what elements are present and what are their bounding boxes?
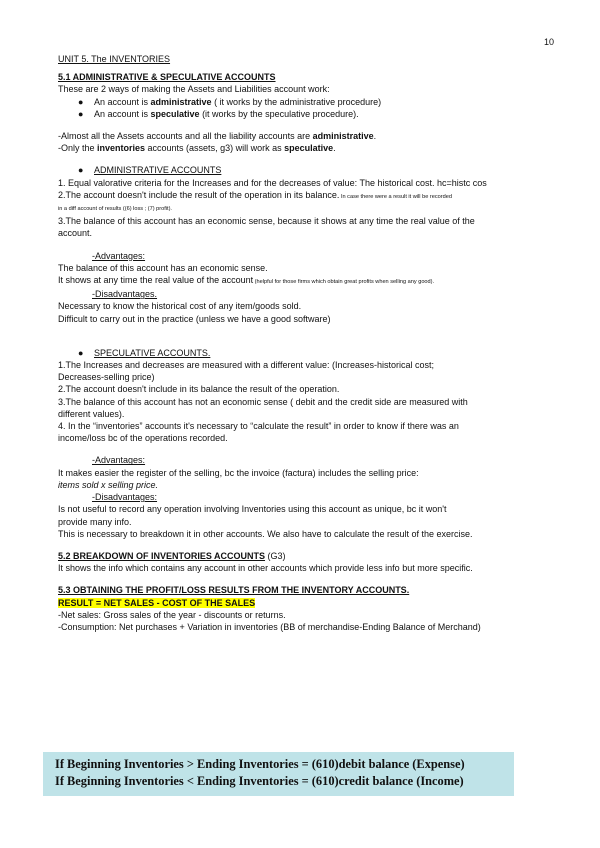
- inventory-rule-box: [43, 752, 514, 796]
- page-content: [58, 53, 558, 633]
- admin-point-3a: 3.The balance of this account has an economic sense, because it shows at any time the real value of the: [58, 216, 475, 227]
- spec-disadvantage-1a: Is not useful to record any operation involving Inventories using this account as unique, bc it won't: [58, 504, 447, 515]
- spec-disadvantages-title: -Disadvantages:: [92, 492, 158, 503]
- spec-point-1a: 1.The Increases and decreases are measured with a different value: (Increases-historical cost;: [58, 360, 435, 371]
- admin-point-2-note: in a diff account of results ((6) loss ; (7) profit).: [58, 206, 172, 213]
- spec-point-4b: income/loss bc of the operations recorded.: [58, 433, 228, 444]
- spec-advantage-2: items sold x selling price.: [58, 479, 159, 490]
- admin-disadvantage-1: Necessary to know the historical cost of any item/goods sold.: [58, 301, 302, 312]
- spec-point-3b: different values).: [58, 408, 125, 419]
- bullet-icon: ●: [78, 108, 84, 119]
- s51-intro: These are 2 ways of making the Assets and Liabilities account work:: [58, 84, 330, 95]
- bullet-icon: ●: [78, 165, 84, 176]
- s51-bullet-administrative: ● An account is administrative ( it works by the administrative procedure): [78, 96, 382, 107]
- section-5-2-heading: 5.2 BREAKDOWN OF INVENTORIES ACCOUNTS (G3): [58, 550, 286, 561]
- spec-point-1b: Decreases-selling price): [58, 372, 155, 383]
- inventory-rule-line-2: If Beginning Inventories < Ending Inventories = (610)credit balance (Income): [55, 774, 464, 788]
- bullet-icon: ●: [78, 96, 84, 107]
- spec-disadvantage-2: This is necessary to breakdown it in other accounts. We also have to calculate the result of the exercise.: [58, 528, 473, 539]
- spec-advantages-title: -Advantages:: [92, 455, 146, 466]
- s51-note-1: -Almost all the Assets accounts and all the liability accounts are administrative.: [58, 131, 377, 142]
- unit-title: UNIT 5. The INVENTORIES: [58, 54, 171, 64]
- s51-note-2: -Only the inventories accounts (assets, g3) will work as speculative.: [58, 143, 336, 154]
- section-5-1-heading: 5.1 ADMINISTRATIVE & SPECULATIVE ACCOUNTS: [58, 72, 276, 83]
- spec-point-4a: 4. In the “inventories” accounts it's necessary to “calculate the result” in order to know if there was an: [58, 421, 459, 432]
- admin-point-1: 1. Equal valorative criteria for the Increases and for the decreases of value: The historical cost. hc=histc cos: [58, 177, 487, 188]
- s53-result-formula: RESULT = NET SALES - COST OF THE SALES: [58, 597, 256, 608]
- section-5-3-heading: 5.3 OBTAINING THE PROFIT/LOSS RESULTS FROM THE INVENTORY ACCOUNTS.: [58, 585, 410, 596]
- admin-advantages-title: -Advantages:: [92, 250, 146, 261]
- spec-advantage-1: It makes easier the register of the selling, bc the invoice (factura) includes the selling price:: [58, 467, 419, 478]
- admin-advantage-1: The balance of this account has an economic sense.: [58, 262, 268, 273]
- s52-text: It shows the info which contains any account in other accounts which provide less info but more specific.: [58, 563, 473, 574]
- admin-point-3b: account.: [58, 228, 93, 239]
- spec-point-2: 2.The account doesn't include in its balance the result of the operation.: [58, 384, 340, 395]
- admin-advantage-2: It shows at any time the real value of the account (helpful for those firms which obtain great profits when selling any good).: [58, 275, 435, 286]
- spec-point-3a: 3.The balance of this account has not an economic sense ( debit and the credit side are measured with: [58, 396, 468, 407]
- admin-disadvantages-title: -Disadvantages.: [92, 289, 158, 300]
- bullet-icon: ●: [78, 347, 84, 358]
- admin-accounts-title: ● ADMINISTRATIVE ACCOUNTS: [78, 165, 222, 176]
- admin-disadvantage-2: Difficult to carry out in the practice (unless we have a good software): [58, 313, 331, 324]
- page-number: 10: [543, 37, 554, 47]
- s51-bullet-speculative: ● An account is speculative (it works by the speculative procedure).: [78, 108, 359, 119]
- spec-accounts-title: ● SPECULATIVE ACCOUNTS.: [78, 347, 211, 358]
- s53-net-sales: -Net sales: Gross sales of the year - discounts or returns.: [58, 609, 286, 620]
- inventory-rule-line-1: If Beginning Inventories > Ending Inventories = (610)debit balance (Expense): [55, 757, 465, 771]
- admin-point-2: 2.The account doesn't include the result of the operation in its balance. In case there were a result it will be recorded: [58, 189, 452, 200]
- s53-consumption: -Consumption: Net purchases + Variation in inventories (BB of merchandise-Ending Balance of Merchand): [58, 621, 481, 632]
- spec-disadvantage-1b: provide many info.: [58, 516, 132, 527]
